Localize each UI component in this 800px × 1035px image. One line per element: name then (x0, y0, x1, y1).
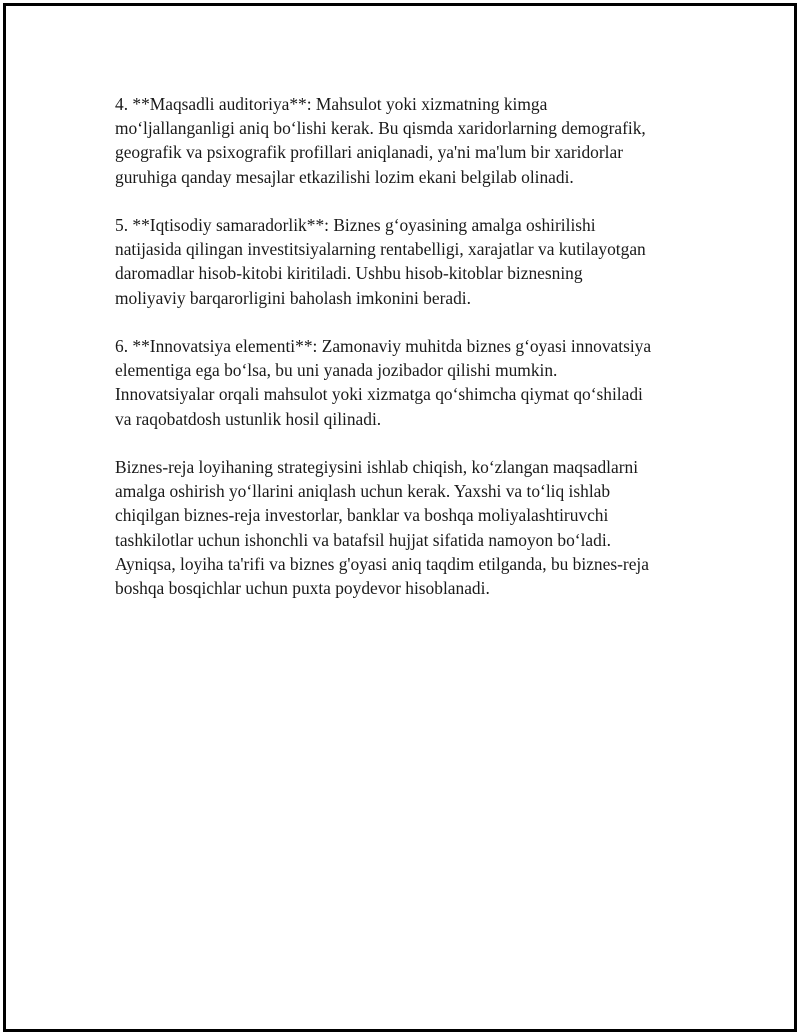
text-line: boshqa bosqichlar uchun puxta poydevor hisoblanadi. (115, 578, 490, 599)
text-line: geografik va psixografik profillari aniqlanadi, ya'ni ma'lum bir xaridorlar (115, 142, 624, 163)
paragraph-economic-efficiency (115, 213, 695, 310)
text-line: daromadlar hisob-kitobi kiritiladi. Ushbu hisob-kitoblar biznesning (115, 263, 583, 284)
document-body (115, 92, 695, 624)
text-line: tashkilotlar uchun ishonchli va batafsil hujjat sifatida namoyon bo‘ladi. (115, 529, 612, 550)
text-line: mo‘ljallanganligi aniq bo‘lishi kerak. Bu qismda xaridorlarning demografik, (115, 118, 646, 139)
text-line: amalga oshirish yo‘llarini aniqlash uchun kerak. Yaxshi va to‘liq ishlab (115, 481, 611, 502)
text-line: chiqilgan biznes-reja investorlar, banklar va boshqa moliyalashtiruvchi (115, 505, 609, 526)
text-line: Biznes-reja loyihaning strategiysini ishlab chiqish, ko‘zlangan maqsadlarni (115, 457, 639, 477)
text-line: elementiga ega bo‘lsa, bu uni yanada jozibador qilishi mumkin. (115, 360, 558, 381)
text-line: 6. **Innovatsiya elementi**: Zamonaviy muhitda biznes g‘oyasi innovatsiya (115, 336, 652, 356)
text-line: 5. **Iqtisodiy samaradorlik**: Biznes g‘oyasining amalga oshirilishi (115, 215, 596, 235)
paragraph-innovation-element (115, 334, 695, 431)
text-line: Ayniqsa, loyiha ta'rifi va biznes g'oyasi aniq taqdim etilganda, bu biznes-reja (115, 553, 649, 574)
text-line: guruhiga qanday mesajlar etkazilishi lozim ekani belgilab olinadi. (115, 166, 574, 187)
text-line: 4. **Maqsadli auditoriya**: Mahsulot yoki xizmatning kimga (115, 94, 548, 114)
text-line: Innovatsiyalar orqali mahsulot yoki xizmatga qo‘shimcha qiymat qo‘shiladi (115, 384, 643, 405)
text-line: natijasida qilingan investitsiyalarning rentabelligi, xarajatlar va kutilayotgan (115, 239, 646, 260)
paragraph-target-audience (115, 92, 695, 189)
text-line: va raqobatdosh ustunlik hosil qilinadi. (115, 408, 382, 429)
text-line: moliyaviy barqarorligini baholash imkonini beradi. (115, 287, 471, 308)
paragraph-business-plan-summary (115, 455, 695, 600)
